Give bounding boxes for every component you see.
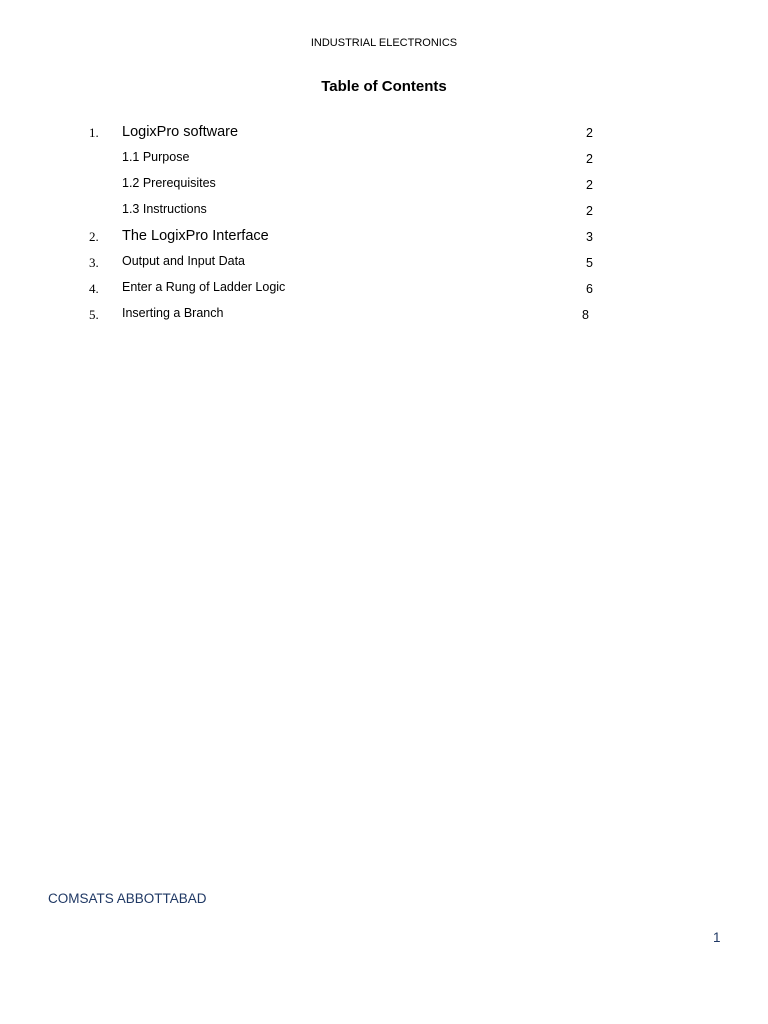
toc-entry-4 xyxy=(0,280,768,300)
toc-entry-page: 6 xyxy=(586,282,593,296)
toc-entry-title: LogixPro software xyxy=(122,124,239,140)
toc-entry-number: 1. xyxy=(89,125,99,140)
toc-entry-page: 2 xyxy=(586,126,593,140)
toc-entry-1-2 xyxy=(0,176,768,196)
toc-entry-2 xyxy=(0,228,768,248)
toc-entry-page: 2 xyxy=(586,204,593,218)
toc-entry-page: 2 xyxy=(586,178,593,192)
document-header: INDUSTRIAL ELECTRONICS xyxy=(310,37,458,49)
toc-entry-page: 2 xyxy=(586,152,593,166)
footer-institution: COMSATS ABBOTTABAD xyxy=(48,891,207,906)
toc-entry-title: The LogixPro Interface xyxy=(122,228,269,244)
toc-entry-number: 5. xyxy=(89,307,99,322)
toc-entry-number: 2. xyxy=(89,229,99,244)
footer-page-number: 1 xyxy=(713,930,721,945)
toc-entry-1 xyxy=(0,124,768,144)
toc-entry-1-3 xyxy=(0,202,768,222)
toc-entry-title: Enter a Rung of Ladder Logic xyxy=(122,280,286,294)
toc-entry-page: 3 xyxy=(586,230,593,244)
toc-entry-title: Output and Input Data xyxy=(122,254,246,268)
toc-entry-title: 1.3 Instructions xyxy=(122,202,207,216)
toc-entry-number: 3. xyxy=(89,255,99,270)
toc-entry-3 xyxy=(0,254,768,274)
toc-entry-number: 4. xyxy=(89,281,99,296)
toc-entry-title: 1.1 Purpose xyxy=(122,150,190,164)
toc-entry-page: 8 xyxy=(582,308,589,322)
toc-entry-title: 1.2 Prerequisites xyxy=(122,176,216,190)
toc-entry-title: Inserting a Branch xyxy=(122,306,224,320)
toc-entry-page: 5 xyxy=(586,256,593,270)
toc-entry-1-1 xyxy=(0,150,768,170)
toc-title: Table of Contents xyxy=(321,78,447,95)
toc-entry-5 xyxy=(0,306,768,326)
